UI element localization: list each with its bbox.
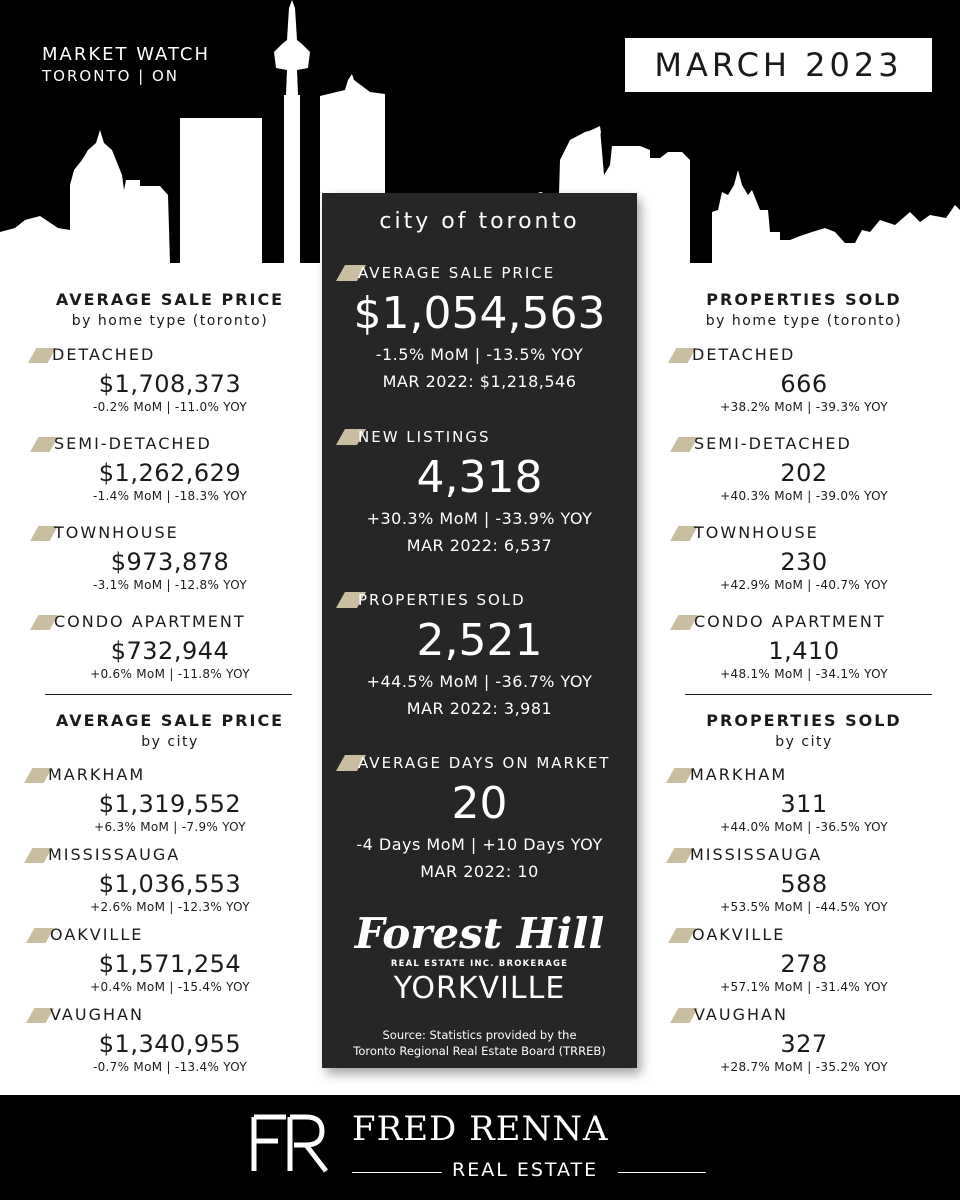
stat-change: +38.2% MoM | -39.3% YOY <box>720 400 888 414</box>
center-stat-value: 4,318 <box>416 452 543 503</box>
stat-value: 588 <box>780 870 828 898</box>
stat-change: +57.1% MoM | -31.4% YOY <box>720 980 888 994</box>
stat-item <box>20 345 320 414</box>
stat-value: $1,319,552 <box>98 790 242 818</box>
stat-change: +53.5% MoM | -44.5% YOY <box>720 900 888 914</box>
center-stat-change: +44.5% MoM | -36.7% YOY <box>366 672 593 691</box>
stat-label: CONDO APARTMENT <box>694 612 886 631</box>
stat-value: $1,036,553 <box>98 870 242 898</box>
stat-label: SEMI-DETACHED <box>694 434 852 453</box>
section-subtitle: by city <box>141 734 199 750</box>
right-divider <box>685 694 932 695</box>
stat-change: +0.4% MoM | -15.4% YOY <box>90 980 250 994</box>
left-bottom-section <box>20 711 320 750</box>
center-stat-change: +30.3% MoM | -33.9% YOY <box>366 509 593 528</box>
stat-change: +6.3% MoM | -7.9% YOY <box>94 820 246 834</box>
right-top-items <box>664 345 944 685</box>
stat-item <box>20 523 320 592</box>
center-stat-prev: MAR 2022: $1,218,546 <box>382 372 577 391</box>
right-bottom-section <box>664 711 944 750</box>
center-stat <box>322 427 637 555</box>
location-label: TORONTO | ON <box>42 67 180 85</box>
brand-rule-left <box>352 1172 442 1173</box>
right-bottom-items <box>664 765 944 1085</box>
center-stat-label: PROPERTIES SOLD <box>358 591 526 609</box>
stat-item <box>20 845 320 914</box>
stat-value: 202 <box>780 459 828 487</box>
center-stat <box>322 590 637 718</box>
stat-item <box>664 765 944 834</box>
stat-label: VAUGHAN <box>694 1005 788 1024</box>
stat-item <box>20 925 320 994</box>
stat-value: $1,571,254 <box>98 950 242 978</box>
center-stat-label: AVERAGE DAYS ON MARKET <box>358 754 611 772</box>
footer-brand-bar <box>0 1095 960 1200</box>
center-stat-prev: MAR 2022: 10 <box>420 862 539 881</box>
logo-wordmark: Forest Hill <box>354 909 605 958</box>
brand-subtitle: REAL ESTATE <box>452 1159 599 1181</box>
stat-value: $732,944 <box>110 637 230 665</box>
stat-item <box>20 765 320 834</box>
stat-value: 666 <box>780 370 828 398</box>
center-stat-value: $1,054,563 <box>353 288 606 339</box>
stat-label: MARKHAM <box>690 765 788 784</box>
center-stat-label: NEW LISTINGS <box>358 428 491 446</box>
stat-label: TOWNHOUSE <box>694 523 819 542</box>
stat-value: 1,410 <box>768 637 840 665</box>
stat-label: VAUGHAN <box>50 1005 144 1024</box>
market-watch-header <box>42 44 210 85</box>
center-stat <box>322 753 637 881</box>
stat-label: DETACHED <box>692 345 796 364</box>
stat-value: $973,878 <box>110 548 230 576</box>
stat-value: 230 <box>780 548 828 576</box>
stat-label: OAKVILLE <box>50 925 144 944</box>
stat-label: CONDO APARTMENT <box>54 612 246 631</box>
center-stat-prev: MAR 2022: 3,981 <box>406 699 553 718</box>
stat-item <box>664 434 944 503</box>
stat-change: +48.1% MoM | -34.1% YOY <box>720 667 888 681</box>
stat-change: +0.6% MoM | -11.8% YOY <box>90 667 250 681</box>
center-stat-label: AVERAGE SALE PRICE <box>358 264 556 282</box>
center-stat-change: -4 Days MoM | +10 Days YOY <box>356 835 603 854</box>
fr-monogram-logo-icon <box>250 1113 330 1175</box>
forest-hill-logo <box>322 911 637 1006</box>
section-subtitle: by home type (toronto) <box>71 313 269 329</box>
report-date: MARCH 2023 <box>625 38 932 92</box>
stat-label: DETACHED <box>52 345 156 364</box>
right-top-section <box>664 290 944 329</box>
stat-change: -3.1% MoM | -12.8% YOY <box>92 578 247 592</box>
brand-name: FRED RENNA <box>352 1109 609 1149</box>
city-of-toronto-panel <box>322 193 637 1068</box>
stat-item <box>664 925 944 994</box>
stat-label: MISSISSAUGA <box>690 845 823 864</box>
stat-item <box>664 845 944 914</box>
stat-value: 278 <box>780 950 828 978</box>
stat-item <box>20 1005 320 1074</box>
stat-label: SEMI-DETACHED <box>54 434 212 453</box>
stat-change: +28.7% MoM | -35.2% YOY <box>720 1060 888 1074</box>
stat-value: $1,262,629 <box>98 459 242 487</box>
stat-item <box>664 612 944 681</box>
brand-rule-right <box>618 1172 706 1173</box>
panel-title: city of toronto <box>379 209 580 234</box>
center-stat-prev: MAR 2022: 6,537 <box>406 536 553 555</box>
section-subtitle: by home type (toronto) <box>705 313 903 329</box>
section-title: AVERAGE SALE PRICE <box>55 711 285 730</box>
stat-value: 311 <box>780 790 828 818</box>
center-stat-value: 2,521 <box>416 615 543 666</box>
stat-label: TOWNHOUSE <box>54 523 179 542</box>
left-top-section <box>20 290 320 329</box>
stat-label: OAKVILLE <box>692 925 786 944</box>
center-stat <box>322 263 637 391</box>
left-bottom-items <box>20 765 320 1085</box>
stat-change: -0.7% MoM | -13.4% YOY <box>92 1060 247 1074</box>
stat-value: $1,340,955 <box>98 1030 242 1058</box>
center-stat-value: 20 <box>451 778 508 829</box>
stat-change: +42.9% MoM | -40.7% YOY <box>720 578 888 592</box>
stat-change: +40.3% MoM | -39.0% YOY <box>720 489 888 503</box>
left-divider <box>45 694 292 695</box>
section-subtitle: by city <box>775 734 833 750</box>
stat-item <box>664 523 944 592</box>
stat-value: 327 <box>780 1030 828 1058</box>
stat-item <box>20 612 320 681</box>
section-title: AVERAGE SALE PRICE <box>55 290 285 309</box>
source-note <box>322 1027 637 1059</box>
stat-change: +44.0% MoM | -36.5% YOY <box>720 820 888 834</box>
stat-item <box>20 434 320 503</box>
source-line: Source: Statistics provided by the <box>382 1028 577 1042</box>
logo-branch: YORKVILLE <box>393 971 566 1006</box>
market-watch-title: MARKET WATCH <box>42 44 211 65</box>
section-title: PROPERTIES SOLD <box>706 711 902 730</box>
stat-change: +2.6% MoM | -12.3% YOY <box>90 900 250 914</box>
stat-label: MARKHAM <box>48 765 146 784</box>
stat-item <box>664 1005 944 1074</box>
stat-item <box>664 345 944 414</box>
stat-label: MISSISSAUGA <box>48 845 181 864</box>
stat-change: -0.2% MoM | -11.0% YOY <box>92 400 247 414</box>
section-title: PROPERTIES SOLD <box>706 290 902 309</box>
source-line: Toronto Regional Real Estate Board (TRREB) <box>353 1044 606 1058</box>
center-stat-change: -1.5% MoM | -13.5% YOY <box>375 345 584 364</box>
stat-change: -1.4% MoM | -18.3% YOY <box>92 489 247 503</box>
left-top-items <box>20 345 320 685</box>
stat-value: $1,708,373 <box>98 370 242 398</box>
logo-tagline: REAL ESTATE INC. BROKERAGE <box>390 959 569 969</box>
